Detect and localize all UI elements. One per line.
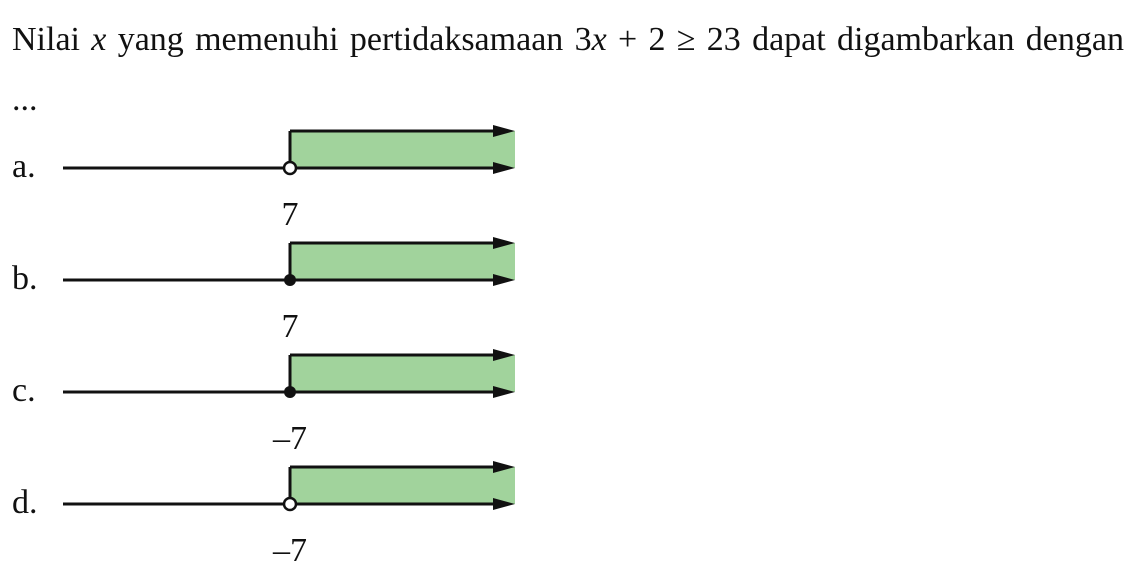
solution-region (290, 131, 515, 168)
question-variable: x (91, 21, 107, 58)
question-text: Nilai x yang memenuhi pertidaksamaan 3x + 2 ≥ 23 dapat digambarkan dengan ... (12, 21, 1124, 118)
inequality: 3x + 2 ≥ 23 (574, 21, 741, 58)
closed-endpoint (284, 274, 296, 286)
closed-endpoint (284, 386, 296, 398)
option-a[interactable] (0, 135, 560, 245)
solution-region (290, 467, 515, 504)
solution-region (290, 243, 515, 280)
solution-region (290, 355, 515, 392)
option-letter: d. (12, 484, 38, 521)
option-d[interactable] (0, 471, 560, 581)
boundary-label: –7 (273, 420, 307, 457)
boundary-label: 7 (281, 308, 299, 345)
option-letter: c. (12, 372, 36, 409)
boundary-label: –7 (273, 532, 307, 569)
open-endpoint (284, 498, 296, 510)
open-endpoint (284, 162, 296, 174)
boundary-label: 7 (281, 196, 299, 233)
option-b[interactable] (0, 247, 560, 357)
option-letter: b. (12, 260, 38, 297)
option-letter: a. (12, 148, 36, 185)
option-c[interactable] (0, 359, 560, 469)
